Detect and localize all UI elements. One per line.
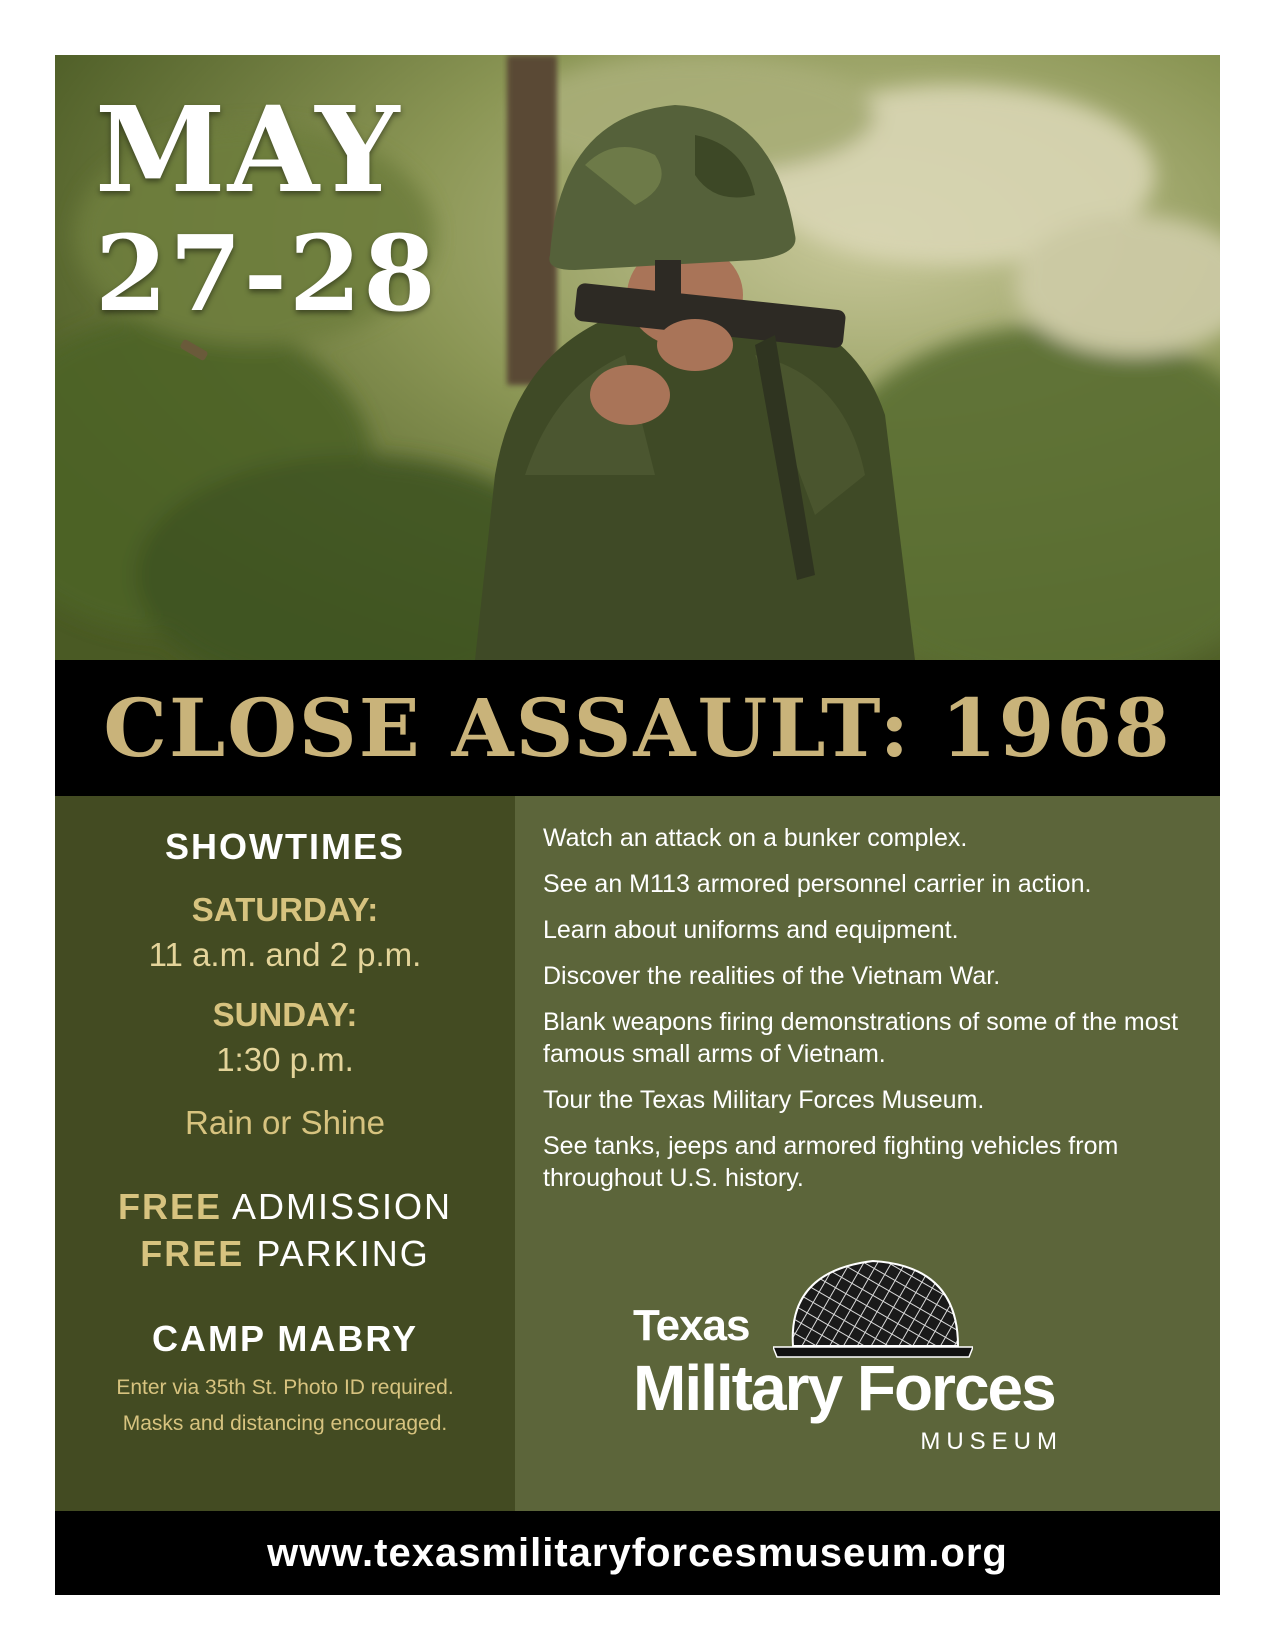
url-bar — [55, 1511, 1220, 1595]
weather-note: Rain or Shine — [185, 1104, 385, 1141]
logo-line-texas: Texas — [633, 1301, 750, 1350]
feature-item: Discover the realities of the Vietnam War. — [543, 962, 1001, 990]
event-days: 27-28 — [95, 212, 438, 335]
feature-item: Watch an attack on a bunker complex. — [543, 824, 968, 852]
feature-item: Learn about uniforms and equipment. — [543, 916, 959, 944]
website-url[interactable]: www.texasmilitaryforcesmuseum.org — [267, 1530, 1008, 1575]
feature-item: Tour the Texas Military Forces Museum. — [543, 1086, 985, 1114]
admission-word: ADMISSION — [232, 1186, 453, 1227]
logo-line-museum: MUSEUM — [920, 1428, 1063, 1455]
showtimes-heading: SHOWTIMES — [165, 826, 405, 867]
entry-note: Enter via 35th St. Photo ID required. — [116, 1376, 454, 1399]
hero-photo — [55, 55, 1220, 660]
feature-item: See tanks, jeeps and armored fighting vehicles from throughout U.S. history. — [543, 1132, 1119, 1192]
safety-note: Masks and distancing encouraged. — [122, 1412, 448, 1435]
location-heading: CAMP MABRY — [151, 1318, 418, 1359]
helmet-icon — [773, 1251, 973, 1361]
saturday-label: SATURDAY: — [191, 891, 379, 928]
logo-line-military-forces: Military Forces — [633, 1352, 1055, 1424]
sunday-label: SUNDAY: — [212, 996, 358, 1033]
title-bar — [55, 660, 1220, 796]
feature-item: Blank weapons firing demonstrations of some of the most famous small arms of Vietnam. — [543, 1008, 1179, 1068]
sunday-time: 1:30 p.m. — [216, 1041, 354, 1078]
event-month: MAY — [95, 80, 402, 219]
feature-item: See an M113 armored personnel carrier in action. — [543, 870, 1092, 898]
parking-word: PARKING — [256, 1233, 430, 1274]
event-poster — [55, 55, 1220, 1595]
saturday-time: 11 a.m. and 2 p.m. — [148, 936, 422, 973]
free-word-parking: FREE — [140, 1233, 245, 1274]
features-panel — [515, 796, 1220, 1511]
showtimes-panel — [55, 796, 515, 1511]
event-title: CLOSE ASSAULT: 1968 — [103, 681, 1172, 775]
free-admission-line — [55, 1186, 515, 1228]
museum-logo — [633, 1251, 1093, 1455]
free-parking-line — [55, 1233, 515, 1275]
feature-list — [543, 822, 1203, 1208]
free-word-admission: FREE — [117, 1186, 222, 1227]
